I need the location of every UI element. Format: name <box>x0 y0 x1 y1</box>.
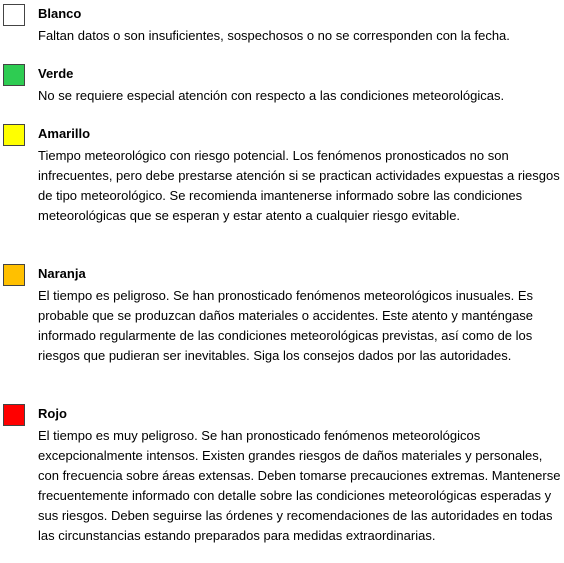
level-title-verde: Verde <box>38 66 74 81</box>
color-swatch-rojo <box>3 404 25 426</box>
level-title-rojo: Rojo <box>38 406 67 421</box>
level-description-amarillo: Tiempo meteorológico con riesgo potencial. Los fenómenos pronosticados no son infrecuentes, pero debe prestarse atención si se practican actividades expuestas a riesgos de tipo meteorológico. Se recomienda imantenerse informado sobre las condiciones meteorológicas que se esperan y estar atento a cualquier riesgo evitable. <box>38 148 560 223</box>
color-swatch-naranja <box>3 264 25 286</box>
level-description-blanco: Faltan datos o son insuficientes, sospechosos o no se corresponden con la fecha. <box>38 28 510 43</box>
color-swatch-verde <box>3 64 25 86</box>
level-title-amarillo: Amarillo <box>38 126 91 141</box>
color-swatch-amarillo <box>3 124 25 146</box>
level-description-verde: No se requiere especial atención con respecto a las condiciones meteorológicas. <box>38 88 505 103</box>
color-swatch-blanco <box>3 4 25 26</box>
level-title-blanco: Blanco <box>38 6 82 21</box>
level-description-rojo: El tiempo es muy peligroso. Se han pronosticado fenómenos meteorológicos excepcionalmente intensos. Existen grandes riesgos de daños materiales y personales, con frecuencia sobre áreas extensas. Deben tomarse precauciones extremas. Mantenerse frecuentemente informado con detalle sobre las condiciones meteorológicas esperadas y sus riesgos. Deben seguirse las órdenes y recomendaciones de las autoridades en todas las circunstancias estando preparados para medidas extraordinarias. <box>38 428 561 543</box>
level-title-naranja: Naranja <box>38 266 86 281</box>
level-description-naranja: El tiempo es peligroso. Se han pronosticado fenómenos meteorológicos inusuales. Es probable que se produzcan daños materiales o accidentes. Este atento y manténgase informado regularmente de las condiciones meteorológicas previstas, así como de los riesgos que pudieran ser inevitables. Siga los consejos dados por las autoridades. <box>38 288 534 363</box>
